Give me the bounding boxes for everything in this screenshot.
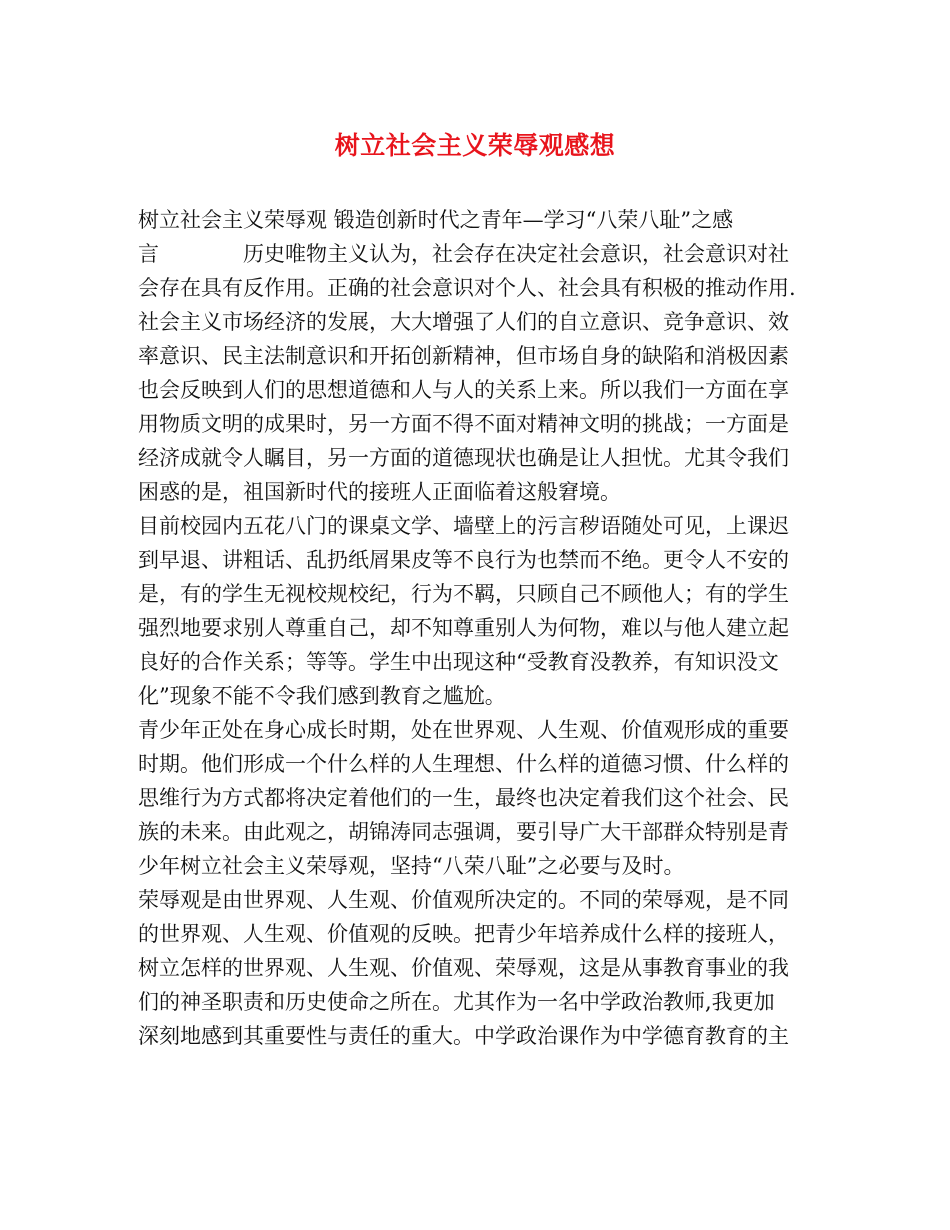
text-line: 用物质文明的成果时，另一方面不得不面对精神文明的挑战；一方面是 bbox=[138, 412, 789, 436]
text-line: 族的未来。由此观之，胡锦涛同志强调，要引导广大干部群众特别是青 bbox=[138, 820, 789, 844]
page-title: 树立社会主义荣辱观感想 bbox=[334, 131, 616, 160]
text-line: 言 历史唯物主义认为，社会存在决定社会意识，社会意识对社 bbox=[138, 242, 789, 266]
text-line: 困惑的是，祖国新时代的接班人正面临着这般窘境。 bbox=[138, 480, 621, 504]
text-line: 到早退、讲粗话、乱扔纸屑果皮等不良行为也禁而不绝。更令人不安的 bbox=[138, 548, 789, 572]
document-body bbox=[138, 203, 818, 1053]
text-line: 树立怎样的世界观、人生观、价值观、荣辱观，这是从事教育事业的我 bbox=[138, 956, 789, 980]
text-line: 社会主义市场经济的发展，大大增强了人们的自立意识、竞争意识、效 bbox=[138, 310, 789, 334]
text-line: 荣辱观是由世界观、人生观、价值观所决定的。不同的荣辱观，是不同 bbox=[138, 888, 789, 912]
text-line: 化”现象不能不令我们感到教育之尴尬。 bbox=[138, 684, 506, 708]
text-line: 强烈地要求别人尊重自己，却不知尊重别人为何物，难以与他人建立起 bbox=[138, 616, 789, 640]
text-line: 会存在具有反作用。正确的社会意识对个人、社会具有积极的推动作用. bbox=[138, 276, 796, 300]
text-line: 是，有的学生无视校规校纪，行为不羁，只顾自己不顾他人；有的学生 bbox=[138, 582, 789, 606]
text-line: 树立社会主义荣辱观 锻造创新时代之青年—学习“八荣八耻”之感 bbox=[138, 208, 734, 232]
text-line: 目前校园内五花八门的课桌文学、墙壁上的污言秽语随处可见，上课迟 bbox=[138, 514, 789, 538]
text-line: 经济成就令人瞩目，另一方面的道德现状也确是让人担忧。尤其令我们 bbox=[138, 446, 789, 470]
text-line: 也会反映到人们的思想道德和人与人的关系上来。所以我们一方面在享 bbox=[138, 378, 789, 402]
text-line: 深刻地感到其重要性与责任的重大。中学政治课作为中学德育教育的主 bbox=[138, 1024, 789, 1048]
text-line: 时期。他们形成一个什么样的人生理想、什么样的道德习惯、什么样的 bbox=[138, 752, 789, 776]
text-line: 们的神圣职责和历史使命之所在。尤其作为一名中学政治教师,我更加 bbox=[138, 990, 775, 1014]
text-line: 思维行为方式都将决定着他们的一生，最终也决定着我们这个社会、民 bbox=[138, 786, 789, 810]
text-line: 率意识、民主法制意识和开拓创新精神，但市场自身的缺陷和消极因素 bbox=[138, 344, 789, 368]
text-line: 的世界观、人生观、价值观的反映。把青少年培养成什么样的接班人， bbox=[138, 922, 789, 946]
text-line: 青少年正处在身心成长时期，处在世界观、人生观、价值观形成的重要 bbox=[138, 718, 789, 742]
text-line: 少年树立社会主义荣辱观，坚持“八荣八耻”之必要与及时。 bbox=[138, 854, 685, 878]
text-line: 良好的合作关系；等等。学生中出现这种“受教育没教养，有知识没文 bbox=[138, 650, 779, 674]
